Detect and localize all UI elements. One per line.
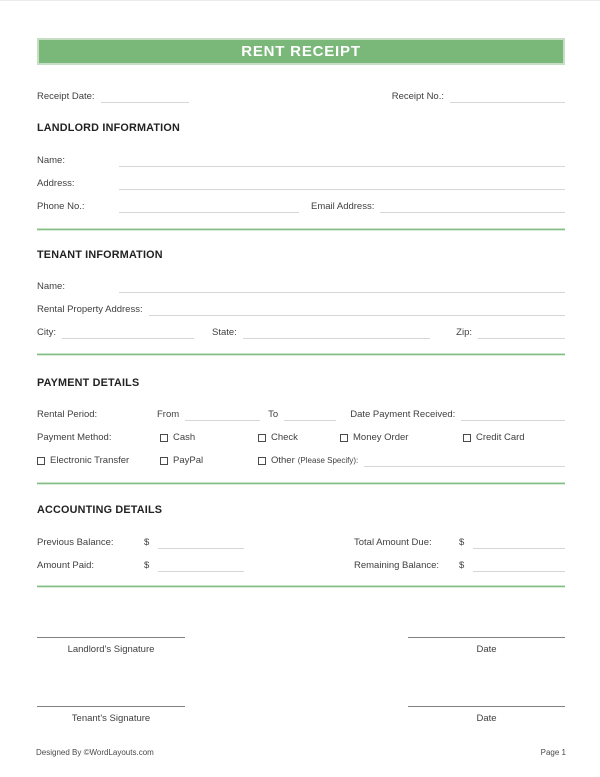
tenant-signature-block[interactable] xyxy=(37,706,185,724)
electronic-transfer-checkbox[interactable] xyxy=(37,457,45,465)
money-order-checkbox[interactable] xyxy=(340,434,348,442)
receipt-date-label: Receipt Date: xyxy=(37,91,95,102)
landlord-date-label: Date xyxy=(476,644,497,655)
tenant-name-label: Name: xyxy=(37,281,65,292)
credit-card-label: Credit Card xyxy=(476,432,525,443)
page-footer xyxy=(36,748,566,757)
tenant-state-field[interactable] xyxy=(243,326,430,339)
tenant-state-label: State: xyxy=(212,327,237,338)
date-payment-received-field[interactable] xyxy=(461,408,565,421)
remaining-balance-label: Remaining Balance: xyxy=(354,560,440,571)
rental-to-field[interactable] xyxy=(284,408,336,421)
payment-option-cash xyxy=(160,431,258,444)
tenant-property-label: Rental Property Address: xyxy=(37,304,143,315)
landlord-signature-label: Landlord's Signature xyxy=(67,644,155,655)
landlord-address-label: Address: xyxy=(37,178,75,189)
title-banner xyxy=(37,38,565,65)
tenant-signature-row xyxy=(37,706,565,724)
payment-option-paypal xyxy=(160,454,258,467)
dollar-sign: $ xyxy=(144,537,150,548)
accounting-row-1 xyxy=(37,533,565,549)
money-order-label: Money Order xyxy=(353,432,409,443)
check-checkbox[interactable] xyxy=(258,434,266,442)
tenant-signature-label: Tenant's Signature xyxy=(71,713,151,724)
landlord-date-block[interactable] xyxy=(408,637,565,655)
rental-period-label: Rental Period: xyxy=(37,409,98,420)
tenant-zip-label: Zip: xyxy=(456,327,472,338)
tenant-name-field[interactable] xyxy=(119,280,565,293)
landlord-name-row xyxy=(37,151,565,167)
tenant-property-field[interactable] xyxy=(149,303,565,316)
payment-option-electronic-transfer xyxy=(37,454,160,467)
payment-option-money-order xyxy=(340,431,463,444)
landlord-phone-email-row xyxy=(37,197,565,213)
accounting-row-2 xyxy=(37,556,565,572)
receipt-header-row xyxy=(37,87,565,103)
remaining-balance-field[interactable] xyxy=(473,559,565,572)
payment-section-heading: PAYMENT DETAILS xyxy=(37,377,140,389)
payment-option-credit-card xyxy=(463,431,525,444)
landlord-signature-row xyxy=(37,637,565,655)
rental-to-label: To xyxy=(268,409,279,420)
payment-option-check xyxy=(258,431,340,444)
tenant-name-row xyxy=(37,277,565,293)
tenant-zip-field[interactable] xyxy=(478,326,565,339)
tenant-date-label: Date xyxy=(476,713,497,724)
receipt-no-field[interactable] xyxy=(450,90,565,103)
date-payment-received-label: Date Payment Received: xyxy=(350,409,456,420)
section-divider xyxy=(37,353,565,356)
cash-checkbox[interactable] xyxy=(160,434,168,442)
paypal-label: PayPal xyxy=(173,455,204,466)
landlord-signature-block[interactable] xyxy=(37,637,185,655)
section-divider xyxy=(37,228,565,231)
receipt-no-label: Receipt No.: xyxy=(391,91,444,102)
landlord-phone-label: Phone No.: xyxy=(37,201,85,212)
designer-credit: Designed By ©WordLayouts.com xyxy=(36,748,154,757)
amount-paid-label: Amount Paid: xyxy=(37,560,95,571)
landlord-address-row xyxy=(37,174,565,190)
landlord-section-heading: LANDLORD INFORMATION xyxy=(37,122,180,134)
payment-method-row xyxy=(37,428,565,444)
other-specify-note: (Please Specify): xyxy=(297,456,359,465)
page-title: RENT RECEIPT xyxy=(241,43,361,60)
amount-paid-field[interactable] xyxy=(158,559,244,572)
accounting-section-heading: ACCOUNTING DETAILS xyxy=(37,504,163,516)
rental-from-label: From xyxy=(157,409,180,420)
tenant-property-row xyxy=(37,300,565,316)
other-specify-field[interactable] xyxy=(364,454,565,467)
payment-method-row-2 xyxy=(37,451,565,467)
credit-card-checkbox[interactable] xyxy=(463,434,471,442)
section-divider xyxy=(37,482,565,485)
total-amount-due-field[interactable] xyxy=(473,536,565,549)
check-label: Check xyxy=(271,432,298,443)
tenant-date-block[interactable] xyxy=(408,706,565,724)
rental-period-row xyxy=(37,405,565,421)
previous-balance-label: Previous Balance: xyxy=(37,537,114,548)
payment-option-other xyxy=(258,454,358,467)
previous-balance-field[interactable] xyxy=(158,536,244,549)
dollar-sign: $ xyxy=(459,560,465,571)
cash-label: Cash xyxy=(173,432,196,443)
tenant-city-state-zip-row xyxy=(37,323,565,339)
landlord-phone-field[interactable] xyxy=(119,200,299,213)
landlord-email-field[interactable] xyxy=(380,200,565,213)
landlord-email-label: Email Address: xyxy=(311,201,375,212)
page-number: Page 1 xyxy=(540,748,566,757)
landlord-name-field[interactable] xyxy=(119,154,565,167)
dollar-sign: $ xyxy=(459,537,465,548)
tenant-section-heading: TENANT INFORMATION xyxy=(37,249,163,261)
paypal-checkbox[interactable] xyxy=(160,457,168,465)
other-label: Other xyxy=(271,455,295,466)
other-checkbox[interactable] xyxy=(258,457,266,465)
landlord-address-field[interactable] xyxy=(119,177,565,190)
section-divider xyxy=(37,585,565,588)
total-amount-due-label: Total Amount Due: xyxy=(354,537,432,548)
tenant-city-field[interactable] xyxy=(62,326,194,339)
rental-from-field[interactable] xyxy=(185,408,260,421)
landlord-name-label: Name: xyxy=(37,155,65,166)
tenant-city-label: City: xyxy=(37,327,56,338)
electronic-transfer-label: Electronic Transfer xyxy=(50,455,130,466)
receipt-date-field[interactable] xyxy=(101,90,189,103)
dollar-sign: $ xyxy=(144,560,150,571)
payment-method-label: Payment Method: xyxy=(37,432,112,443)
